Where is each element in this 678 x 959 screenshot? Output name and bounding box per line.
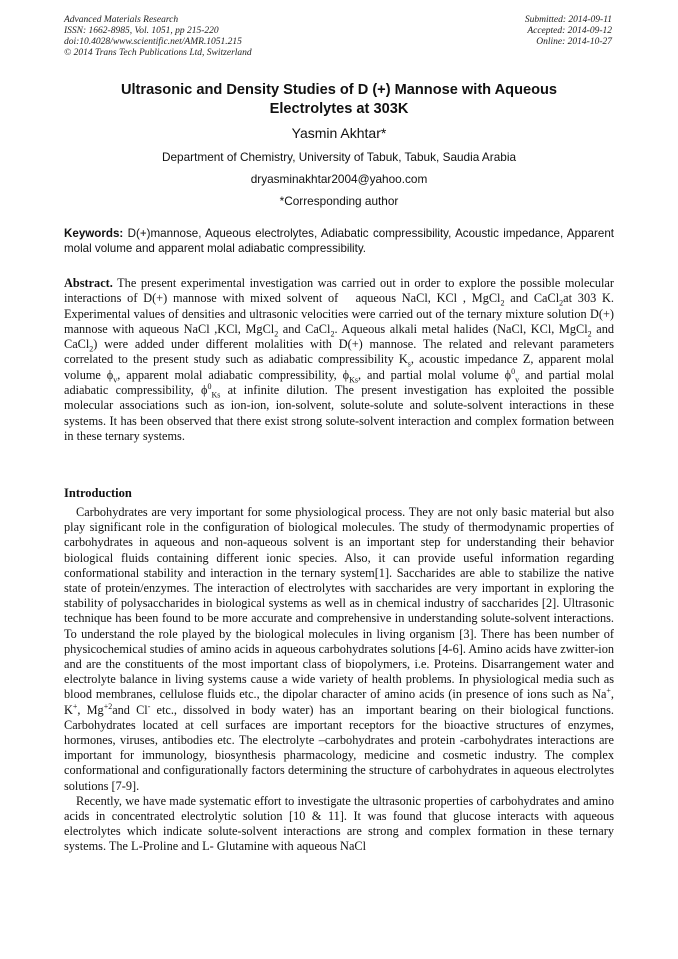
section-heading-introduction: Introduction: [64, 486, 132, 500]
title-line-1: Ultrasonic and Density Studies of D (+) Mannose with Aqueous: [120, 82, 558, 98]
journal-name: Advanced Materials Research: [64, 15, 179, 25]
intro-paragraph-1: Carbohydrates are very important for some physiological process. They are not only basic material but also play significant role in the configuration of biological molecules. The study of thermodynamic properties of carbohydrates in aqueous and non-aqueous solvent is an important step for understanding their behavior biological fluids containing different ionic species. Also, it can provide useful information regarding conformational stability and interaction in the ternary system[1]. Saccharides are able to stabilize the native state of protein/enzymes. The interaction of electrolytes with saccharides are very important in exploring the stability of polysaccharides in biological systems as well as in chemical industry of saccharides [2]. Ultrasonic technique has been found to be more accurate and comprehensive in understanding solute-solvent interactions. To understand the role played by the biological molecules in living organism [3]. There has been number of physicochemical studies of amino acids in aqueous carbohydrates solutions [4-6]. Amino acids have zwitter-ion and are the constituents of the most important class of biopolymers, i.e. Proteins. Disarrangement water and electrolyte balance in living systems cause a wide variety of health problems. In physiological media such as blood membranes, cellulose fluids etc., the dipolar character of amino acids (in presence of ions such as Na+, K+, $Mg^{+2}and$ Cl- etc., dissolved in body water) has an important bearing on their biological functions. Carbohydrates located at cell surfaces are important receptors for the bioactive structures of enzymes, hormones, viruses, antibodies etc. The electrolyte –carbohydrates and protein -carbohydrates interactions are important for immunology, biosynthesis pharmacology, medicine and cosmetic industry. The complex conformational and configurationally factors determining the structure of carbohydrates in aqueous electrolytes solutions [7-9].: [64, 505, 615, 793]
journal-issn: ISSN: 1662-8985, Vol. 1051, pp 215-220: [64, 26, 219, 36]
keywords: [64, 226, 614, 256]
keywords-label: Keywords:: [64, 227, 124, 240]
journal-doi: doi:10.4028/www.scientific.net/AMR.1051.215: [64, 37, 242, 47]
corresponding-note: *Corresponding author: [279, 194, 399, 208]
author-affiliation: Department of Chemistry, University of Tabuk, Tabuk, Saudia Arabia: [161, 150, 517, 164]
author-name: Yasmin Akhtar*: [291, 125, 387, 141]
paper-title: [64, 81, 614, 119]
intro-paragraph-2: Recently, we have made systematic effort to investigate the ultrasonic properties of carbohydrates and amino acids in concentrated electrolytic solution [10 & 11]. It was found that glucose interacts with aqueous electrolytes which indicate solute-solvent interactions are strong and complex formation in these ternary systems. The L-Proline and L- Glutamine with aqueous NaCl: [64, 793, 614, 854]
abstract-label: Abstract.: [64, 276, 113, 290]
abstract: Abstract. The present experimental investigation was carried out in order to explore the possible molecular interactions of D(+) mannose with mixed solvent of aqueous NaCl, KCl , MgCl$_2$ and CaCl$_2$at 303 K. Experimental values of densities and ultrasonic velocities were carried out of the ternary mixture solution D(+) mannose with aqueous NaCl ,KCl, MgCl$_2$ and CaCl$_2$. Aqueous alkali metal halides (NaCl, KCl, MgCl$_2$ and CaCl$_2$) were added under different molalities with D(+) mannose. The related and relevant parameters correlated to the present study such as adiabatic compressibility $K_s$, acoustic impedance Z, apparent molal volume $\phi_v$, apparent molal adiabatic compressibility, $\phi_{Ks}$, and partial molal volume $\phi^0_v$ and partial molal adiabatic compressibility, $\phi^0_{Ks}$ at infinite dilution. The present investigation has exploited the possible molecular associations such as ion-ion, ion-solvent, solute-solute and solute-solvent interactions in these systems. It has been observed that there exist strong solute-solvent interaction and complex formation between in these ternary systems.: [64, 276, 614, 443]
title-line-2: Electrolytes at 303K: [269, 101, 409, 117]
keywords-text: D(+)mannose, Aqueous electrolytes, Adiabatic compressibility, Acoustic impedance, Apparent molal volume and apparent molal adiabatic compressibility.: [64, 227, 614, 255]
accepted-date: Accepted: 2014-09-12: [527, 26, 612, 36]
journal-copyright: © 2014 Trans Tech Publications Ltd, Switzerland: [64, 48, 252, 58]
journal-header: [64, 15, 612, 59]
author-email: dryasminakhtar2004@yahoo.com: [250, 172, 428, 186]
submitted-date: Submitted: 2014-09-11: [524, 15, 612, 25]
introduction-body: [64, 505, 614, 855]
submission-dates: [525, 15, 612, 59]
journal-info: [64, 15, 252, 59]
online-date: Online: 2014-10-27: [536, 37, 612, 47]
